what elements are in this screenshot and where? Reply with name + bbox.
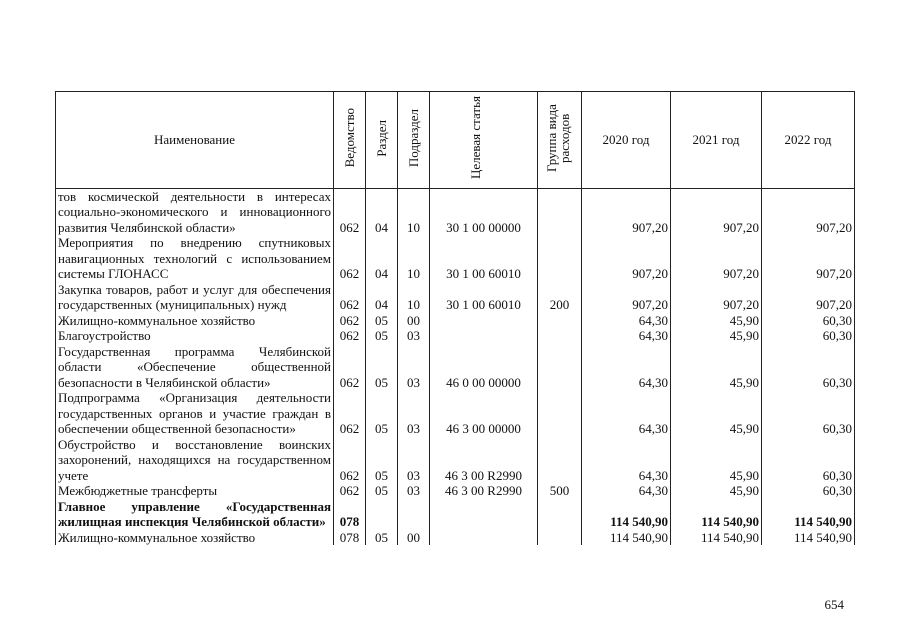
- cell-2020: 114 540,90: [582, 530, 671, 546]
- cell-podrazdel: 10: [398, 188, 430, 235]
- cell-razdel: [366, 499, 398, 530]
- cell-vedomstvo: 062: [334, 188, 366, 235]
- header-2022-label: 2022 год: [784, 132, 832, 147]
- cell-2021: 45,90: [671, 390, 762, 437]
- cell-2022: 60,30: [762, 390, 855, 437]
- header-2020-label: 2020 год: [602, 132, 650, 147]
- header-2022: [762, 92, 855, 189]
- cell-2021: 907,20: [671, 235, 762, 282]
- cell-gruppa: [538, 437, 582, 484]
- cell-2022: 60,30: [762, 313, 855, 329]
- cell-name: Жилищно-коммунальное хозяйство: [56, 313, 334, 329]
- cell-2022: 114 540,90: [762, 530, 855, 546]
- header-vedomstvo: [334, 92, 366, 189]
- cell-gruppa: [538, 235, 582, 282]
- cell-podrazdel: 10: [398, 235, 430, 282]
- table-row: [56, 282, 855, 313]
- cell-2022: 60,30: [762, 437, 855, 484]
- cell-podrazdel: 03: [398, 344, 430, 391]
- cell-2021: 45,90: [671, 328, 762, 344]
- cell-gruppa: [538, 188, 582, 235]
- cell-razdel: 05: [366, 313, 398, 329]
- cell-celevaya: 46 0 00 00000: [430, 344, 538, 391]
- header-2021: [671, 92, 762, 189]
- budget-table: [55, 91, 855, 545]
- cell-vedomstvo: 062: [334, 313, 366, 329]
- cell-razdel: 04: [366, 282, 398, 313]
- cell-2022: 907,20: [762, 235, 855, 282]
- cell-gruppa: 500: [538, 483, 582, 499]
- cell-2020: 114 540,90: [582, 499, 671, 530]
- cell-vedomstvo: 062: [334, 328, 366, 344]
- cell-2020: 64,30: [582, 328, 671, 344]
- cell-podrazdel: 00: [398, 530, 430, 546]
- cell-2021: 45,90: [671, 437, 762, 484]
- cell-razdel: 05: [366, 390, 398, 437]
- header-name-label: Наименование: [154, 132, 235, 147]
- table-row: [56, 499, 855, 530]
- cell-name: Мероприятия по внедрению спутниковых навигационных технологий с использованием системы ГЛОНАСС: [56, 235, 334, 282]
- cell-vedomstvo: 062: [334, 282, 366, 313]
- cell-vedomstvo: 062: [334, 390, 366, 437]
- table-row: [56, 313, 855, 329]
- cell-2020: 64,30: [582, 437, 671, 484]
- cell-celevaya: 30 1 00 60010: [430, 282, 538, 313]
- cell-vedomstvo: 078: [334, 530, 366, 546]
- table-row: [56, 530, 855, 546]
- cell-gruppa: [538, 390, 582, 437]
- cell-podrazdel: 03: [398, 483, 430, 499]
- cell-2020: 64,30: [582, 344, 671, 391]
- header-razdel: [366, 92, 398, 189]
- cell-name: Подпрограмма «Организация деятельности государственных органов и участие граждан в обеспечении общественной безопасности»: [56, 390, 334, 437]
- cell-name: Жилищно-коммунальное хозяйство: [56, 530, 334, 546]
- header-2021-label: 2021 год: [692, 132, 740, 147]
- table-header-row: [56, 92, 855, 189]
- cell-razdel: 04: [366, 188, 398, 235]
- header-vedomstvo-label: Ведомство: [342, 108, 357, 168]
- header-gruppa: [538, 92, 582, 189]
- cell-gruppa: [538, 344, 582, 391]
- cell-name: тов космической деятельности в интересах социально-экономического и инновационного развития Челябинской области»: [56, 188, 334, 235]
- header-name: [56, 92, 334, 189]
- cell-vedomstvo: 062: [334, 235, 366, 282]
- cell-2022: 907,20: [762, 188, 855, 235]
- table-row: [56, 188, 855, 235]
- cell-2020: 907,20: [582, 282, 671, 313]
- header-gruppa-label: Группа вида расходов: [543, 104, 572, 172]
- cell-celevaya: 46 3 00 00000: [430, 390, 538, 437]
- cell-celevaya: 30 1 00 00000: [430, 188, 538, 235]
- header-podrazdel-label: Подраздел: [406, 108, 421, 168]
- page-number: 654: [824, 597, 844, 612]
- cell-razdel: 05: [366, 437, 398, 484]
- cell-vedomstvo: 062: [334, 483, 366, 499]
- cell-2021: 45,90: [671, 313, 762, 329]
- cell-vedomstvo: 062: [334, 344, 366, 391]
- cell-razdel: 05: [366, 328, 398, 344]
- cell-2020: 64,30: [582, 313, 671, 329]
- cell-2021: 45,90: [671, 344, 762, 391]
- header-celevaya: [430, 92, 538, 189]
- table-row: [56, 328, 855, 344]
- cell-celevaya: [430, 313, 538, 329]
- cell-celevaya: [430, 530, 538, 546]
- cell-celevaya: 46 3 00 R2990: [430, 437, 538, 484]
- cell-name: Обустройство и восстановление воинских захоронений, находящихся на государственном учете: [56, 437, 334, 484]
- header-razdel-label: Раздел: [374, 119, 389, 157]
- table-row: [56, 344, 855, 391]
- cell-2021: 45,90: [671, 483, 762, 499]
- cell-2022: 114 540,90: [762, 499, 855, 530]
- cell-2022: 60,30: [762, 483, 855, 499]
- header-podrazdel: [398, 92, 430, 189]
- table-row: [56, 483, 855, 499]
- cell-celevaya: [430, 328, 538, 344]
- cell-2022: 907,20: [762, 282, 855, 313]
- cell-razdel: 04: [366, 235, 398, 282]
- cell-name: Закупка товаров, работ и услуг для обеспечения государственных (муниципальных) нужд: [56, 282, 334, 313]
- cell-razdel: 05: [366, 483, 398, 499]
- table-row: [56, 390, 855, 437]
- cell-2022: 60,30: [762, 344, 855, 391]
- cell-name: Главное управление «Государственная жилищная инспекция Челябинской области»: [56, 499, 334, 530]
- table-row: [56, 437, 855, 484]
- cell-podrazdel: [398, 499, 430, 530]
- header-2020: [582, 92, 671, 189]
- cell-2020: 64,30: [582, 390, 671, 437]
- cell-2020: 907,20: [582, 235, 671, 282]
- cell-2021: 114 540,90: [671, 530, 762, 546]
- cell-podrazdel: 03: [398, 390, 430, 437]
- cell-gruppa: [538, 313, 582, 329]
- cell-podrazdel: 03: [398, 437, 430, 484]
- cell-podrazdel: 00: [398, 313, 430, 329]
- cell-gruppa: 200: [538, 282, 582, 313]
- cell-2021: 907,20: [671, 188, 762, 235]
- cell-celevaya: 30 1 00 60010: [430, 235, 538, 282]
- cell-vedomstvo: 078: [334, 499, 366, 530]
- cell-name: Государственная программа Челябинской области «Обеспечение общественной безопасности в Челябинской области»: [56, 344, 334, 391]
- cell-name: Межбюджетные трансферты: [56, 483, 334, 499]
- cell-2020: 64,30: [582, 483, 671, 499]
- cell-2021: 907,20: [671, 282, 762, 313]
- cell-vedomstvo: 062: [334, 437, 366, 484]
- cell-2022: 60,30: [762, 328, 855, 344]
- header-celevaya-label: Целевая статья: [467, 96, 483, 180]
- cell-podrazdel: 03: [398, 328, 430, 344]
- cell-gruppa: [538, 499, 582, 530]
- cell-celevaya: [430, 499, 538, 530]
- cell-razdel: 05: [366, 530, 398, 546]
- cell-celevaya: 46 3 00 R2990: [430, 483, 538, 499]
- cell-gruppa: [538, 328, 582, 344]
- table-row: [56, 235, 855, 282]
- cell-2020: 907,20: [582, 188, 671, 235]
- cell-name: Благоустройство: [56, 328, 334, 344]
- table-body: [56, 188, 855, 545]
- cell-podrazdel: 10: [398, 282, 430, 313]
- cell-razdel: 05: [366, 344, 398, 391]
- cell-gruppa: [538, 530, 582, 546]
- cell-2021: 114 540,90: [671, 499, 762, 530]
